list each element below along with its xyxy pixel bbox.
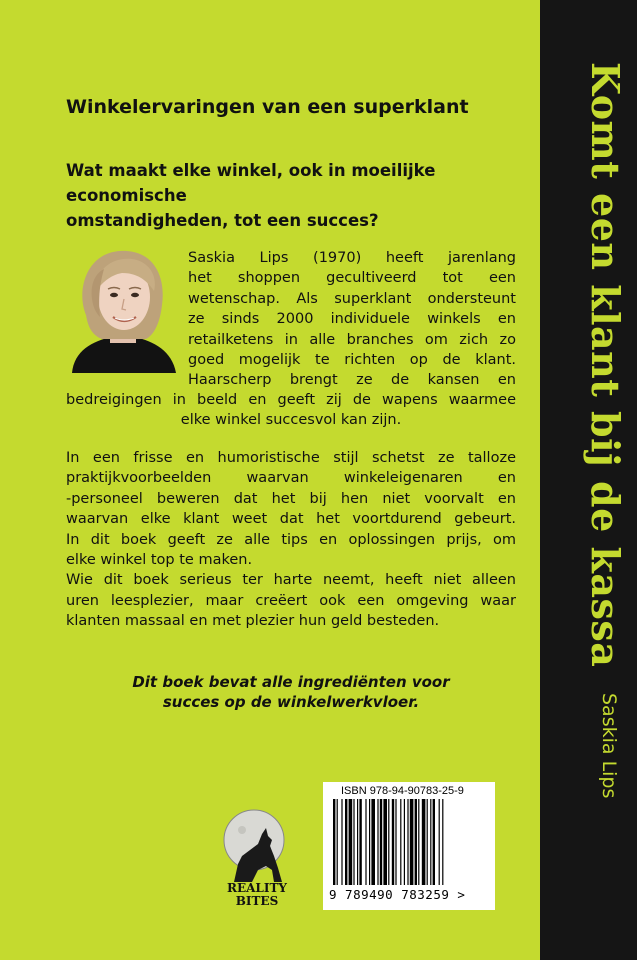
description-line: klanten massaal en met plezier hun geld besteden. bbox=[66, 613, 440, 630]
barcode-number: 9 789490 783259 > bbox=[329, 887, 466, 902]
spine-title: Komt een klant bij de kassa bbox=[583, 62, 628, 668]
isbn-barcode bbox=[323, 782, 495, 910]
bio-line: wetenschap. Als superklant ondersteunt bbox=[188, 290, 516, 307]
cover-tagline bbox=[66, 672, 516, 712]
bio-paragraph-continued bbox=[66, 390, 516, 431]
bio-line: retailketens in alle branches om zich zo bbox=[188, 331, 516, 348]
bio-line: Saskia Lips (1970) heeft jarenlang bbox=[188, 250, 516, 266]
spine-author: Saskia Lips bbox=[598, 693, 620, 799]
isbn-label: ISBN 978-94-90783-25-9 bbox=[341, 785, 464, 797]
cover-heading: Winkelervaringen van een superklant bbox=[66, 96, 469, 118]
publisher-logo bbox=[212, 808, 302, 913]
question-line: omstandigheden, tot een succes? bbox=[66, 211, 379, 230]
wolf-moon-icon bbox=[212, 808, 302, 884]
tagline-line: succes op de winkelwerkvloer. bbox=[162, 693, 420, 711]
book-spine bbox=[540, 0, 637, 960]
description-paragraph bbox=[66, 448, 516, 632]
publisher-name-line: REALITY bbox=[227, 881, 287, 895]
question-line: Wat maakt elke winkel, ook in moeilijke economische bbox=[66, 161, 436, 205]
bio-line: Haarscherp brengt ze de kansen en bbox=[188, 372, 516, 389]
bio-line: ze sinds 2000 individuele winkels en bbox=[188, 311, 516, 328]
description-line: In dit boek geeft ze alle tips en oplossingen prijs, om bbox=[66, 531, 516, 548]
publisher-name-line: BITES bbox=[235, 894, 279, 908]
description-line: waarvan elke klant weet dat het voortdurend gebeurt. bbox=[66, 511, 516, 528]
bio-line: goed mogelijk te richten op de klant. bbox=[188, 352, 516, 369]
description-line: In een frisse en humoristische stijl schetst ze talloze bbox=[66, 450, 516, 466]
description-line: uren leesplezier, maar creëert ook een omgeving waar bbox=[66, 592, 516, 609]
tagline-line: Dit boek bevat alle ingrediënten voor bbox=[132, 673, 450, 691]
bio-line: elke winkel succesvol kan zijn. bbox=[180, 412, 402, 429]
bio-line: bedreigingen in beeld en geeft zij de wapens waarmee bbox=[66, 392, 516, 408]
description-line: -personeel beweren dat het bij hen niet voorvalt en bbox=[66, 490, 516, 507]
bio-paragraph bbox=[188, 248, 516, 391]
cover-question bbox=[66, 158, 516, 233]
description-line: praktijkvoorbeelden waarvan winkeleigenaren en bbox=[66, 470, 516, 487]
barcode-bars bbox=[329, 799, 489, 887]
author-photo bbox=[62, 243, 182, 373]
bio-line: het shoppen gecultiveerd tot een bbox=[188, 270, 516, 287]
description-line: Wie dit boek serieus ter harte neemt, heeft niet alleen bbox=[66, 572, 516, 589]
description-line: elke winkel top te maken. bbox=[66, 552, 253, 569]
